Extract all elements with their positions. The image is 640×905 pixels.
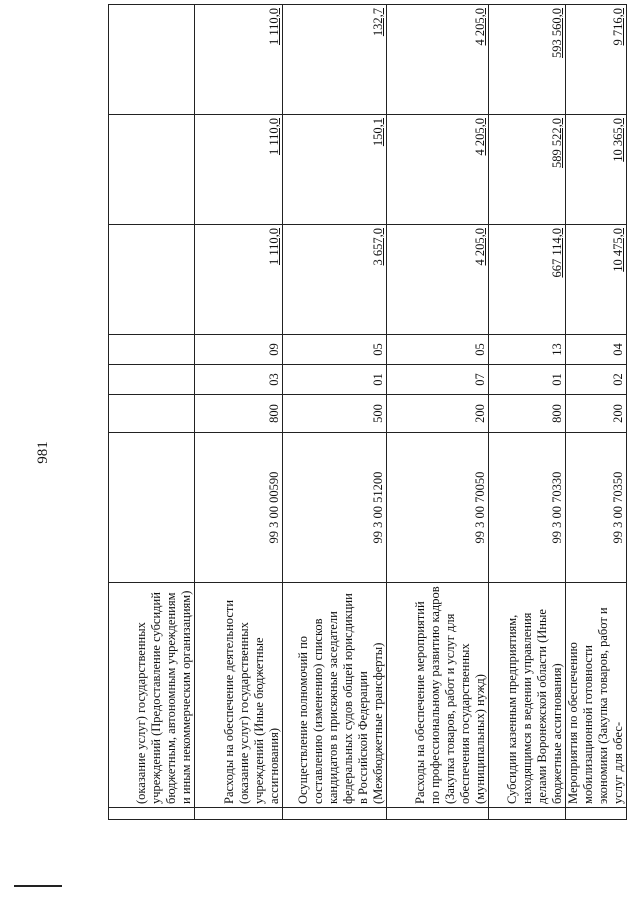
page-number: 981 <box>35 441 51 464</box>
amount-year-1-cell <box>566 225 627 335</box>
section-cell: 07 <box>387 365 489 395</box>
stub-cell <box>195 808 283 820</box>
stub-cell <box>489 808 566 820</box>
amount-year-2-cell <box>109 115 195 225</box>
amount-year-1-cell <box>387 225 489 335</box>
stub-cell <box>109 808 195 820</box>
amount-year-2: 1 110,0 <box>267 118 281 156</box>
section-cell: 01 <box>283 365 387 395</box>
subsection-cell: 04 <box>566 335 627 365</box>
amount-year-1: 4 205,0 <box>473 228 487 266</box>
section-cell: 01 <box>489 365 566 395</box>
target-code-cell: 99 3 00 70330 <box>489 433 566 583</box>
target-code-cell: 99 3 00 70350 <box>566 433 627 583</box>
amount-year-1: 667 114,0 <box>550 228 564 278</box>
expense-type-cell <box>109 395 195 433</box>
amount-year-2: 4 205,0 <box>473 118 487 156</box>
stub-cell <box>283 808 387 820</box>
expense-type-cell: 800 <box>195 395 283 433</box>
expense-type-cell: 200 <box>387 395 489 433</box>
table-row <box>195 5 283 820</box>
target-code-cell: 99 3 00 70050 <box>387 433 489 583</box>
amount-year-2-cell <box>489 115 566 225</box>
amount-year-1-cell <box>195 225 283 335</box>
amount-year-2: 589 522,0 <box>550 118 564 168</box>
table-row <box>387 5 489 820</box>
target-code-cell: 99 3 00 00590 <box>195 433 283 583</box>
expense-type-cell: 500 <box>283 395 387 433</box>
amount-year-2-cell <box>195 115 283 225</box>
amount-year-2-cell <box>387 115 489 225</box>
amount-year-1-cell <box>489 225 566 335</box>
target-code-cell: 99 3 00 51200 <box>283 433 387 583</box>
expense-type-cell: 200 <box>566 395 627 433</box>
amount-year-3-cell <box>566 5 627 115</box>
subsection-cell <box>109 335 195 365</box>
amount-year-3: 132,7 <box>371 8 385 37</box>
amount-year-3-cell <box>387 5 489 115</box>
amount-year-1-cell <box>283 225 387 335</box>
budget-table <box>108 4 627 820</box>
subsection-cell: 13 <box>489 335 566 365</box>
amount-year-2: 10 365,0 <box>611 118 625 162</box>
table-row <box>566 5 627 820</box>
expense-type-cell: 800 <box>489 395 566 433</box>
table-row <box>109 5 195 820</box>
amount-year-3-cell <box>283 5 387 115</box>
section-cell <box>109 365 195 395</box>
amount-year-2-cell <box>566 115 627 225</box>
amount-year-3: 9 716,0 <box>611 8 625 46</box>
table-row <box>489 5 566 820</box>
row-name-cell: Осуществление полномочий по составлению (изменению) списков кандидатов в присяжные заседатели федеральных судов общей юрисдикции в Российской Федерации (Межбюджетные трансферты) <box>283 583 387 808</box>
row-name-cell: Мероприятия по обеспечению мобилизационной готовности экономики (Закупка товаров, работ и услуг для обес- <box>566 583 627 808</box>
stub-cell <box>387 808 489 820</box>
amount-year-3-cell <box>195 5 283 115</box>
amount-year-3: 593 560,0 <box>550 8 564 58</box>
section-cell: 03 <box>195 365 283 395</box>
subsection-cell: 09 <box>195 335 283 365</box>
amount-year-1: 3 657,0 <box>371 228 385 266</box>
amount-year-2-cell <box>283 115 387 225</box>
row-name-cell: Расходы на обеспечение мероприятий по профессиональному развитию кадров (Закупка товаров, работ и услуг для обеспечения государственных (муниципальных) нужд) <box>387 583 489 808</box>
amount-year-3-cell <box>489 5 566 115</box>
amount-year-2: 150,1 <box>371 118 385 147</box>
table-row <box>283 5 387 820</box>
amount-year-3-cell <box>109 5 195 115</box>
target-code-cell <box>109 433 195 583</box>
row-name-cell: Субсидии казенным предприятиям, находящимся в ведении управления делами Воронежской области (Иные бюджетные ассигнования) <box>489 583 566 808</box>
subsection-cell: 05 <box>387 335 489 365</box>
amount-year-1-cell <box>109 225 195 335</box>
amount-year-3: 4 205,0 <box>473 8 487 46</box>
row-name-cell: (оказание услуг) государственных учреждений (Предоставление субсидий бюджетным, автономным учреждениям и иным некоммерческим организациям) <box>109 583 195 808</box>
amount-year-1: 10 475,0 <box>611 228 625 272</box>
subsection-cell: 05 <box>283 335 387 365</box>
amount-year-3: 1 110,0 <box>267 8 281 46</box>
row-name-cell: Расходы на обеспечение деятельности (оказание услуг) государственных учреждений (Иные бюджетные ассигнования) <box>195 583 283 808</box>
section-cell: 02 <box>566 365 627 395</box>
stub-cell <box>566 808 627 820</box>
amount-year-1: 1 110,0 <box>267 228 281 266</box>
